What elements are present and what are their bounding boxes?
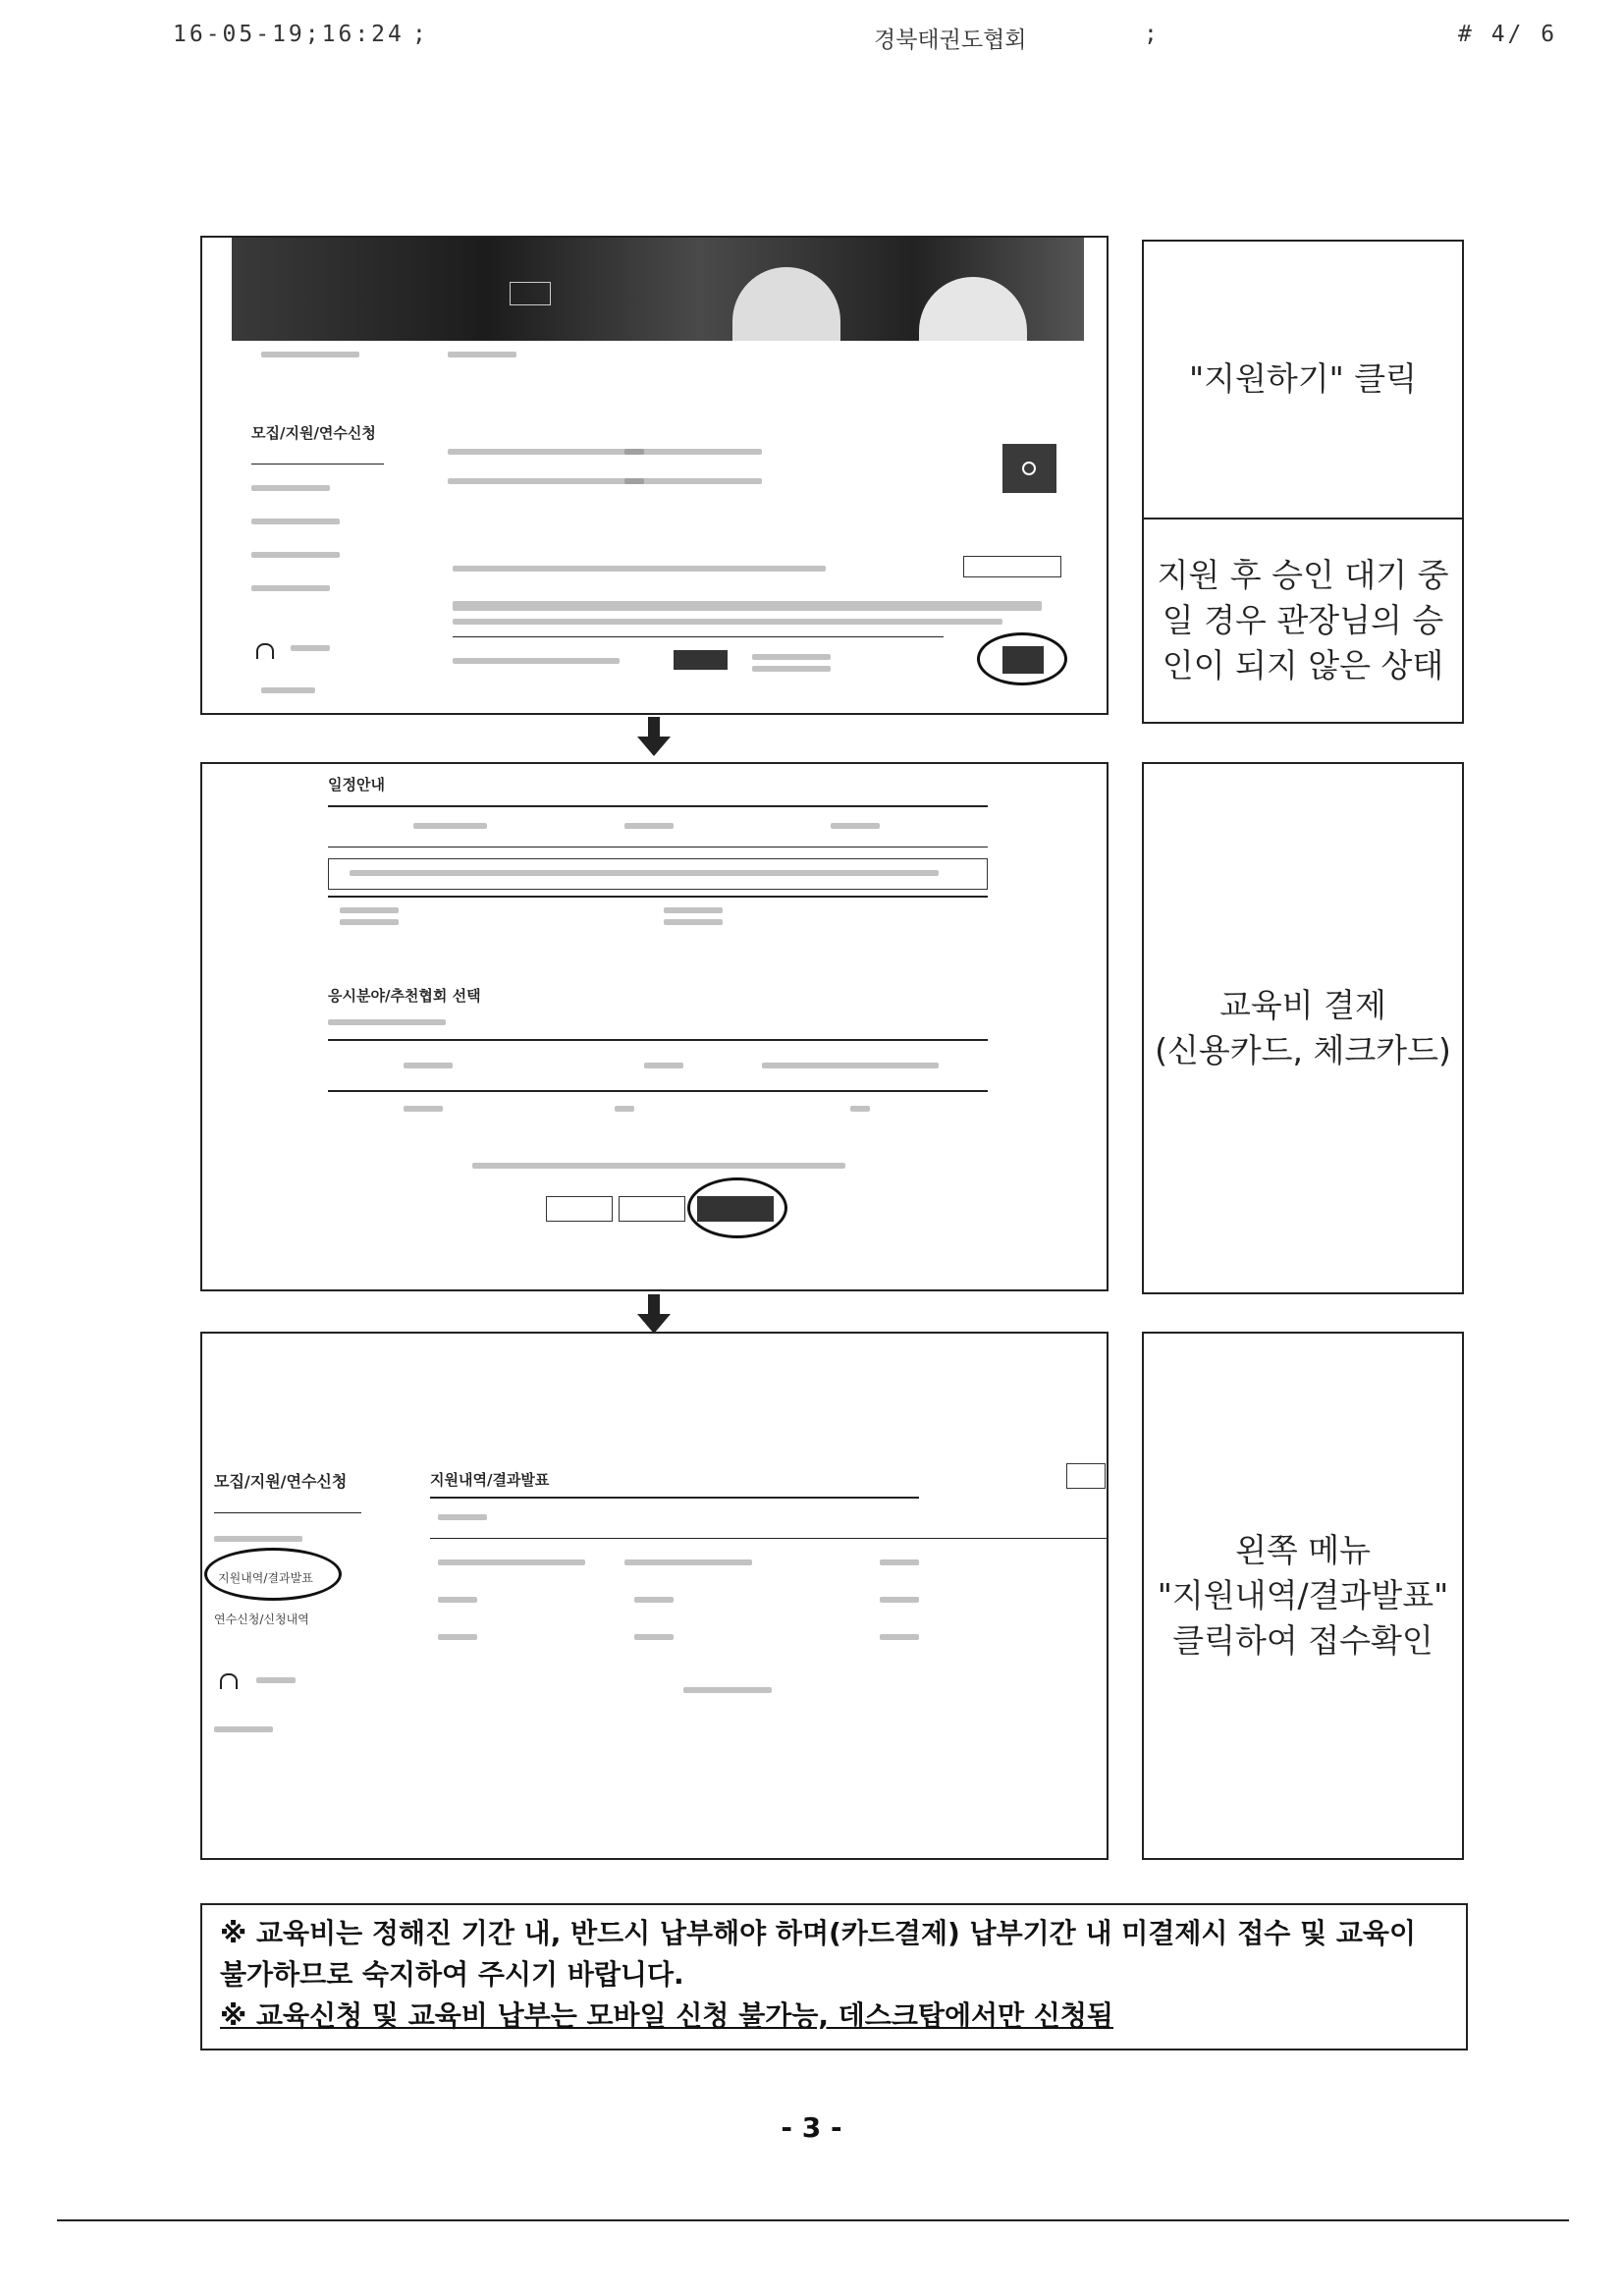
step3-note-line3: 클릭하여 접수확인 xyxy=(1172,1621,1434,1661)
step3-note xyxy=(1142,1332,1464,1860)
sidebar-item-training[interactable]: 연수신청/신청내역 xyxy=(214,1613,309,1626)
history-button[interactable] xyxy=(963,556,1061,577)
notice-line1: ※ 교육비는 정해진 기간 내, 반드시 납부해야 하며(카드결제) 납부기간 내 미결제시 접수 및 교육이 불가하므로 숙지하여 주시기 바랍니다. xyxy=(220,1917,1417,1991)
fax-datetime: 16-05-19;16:24 xyxy=(173,22,405,47)
highlight-circle xyxy=(977,632,1067,685)
step1-note2-text: 지원 후 승인 대기 중일 경우 관장님의 승인이 되지 않은 상태 xyxy=(1157,555,1449,685)
back-button[interactable] xyxy=(546,1196,613,1222)
page-number: - 3 - xyxy=(781,2111,842,2144)
category-title: 응시분야/추천협회 선택 xyxy=(328,987,481,1005)
step2-note-line2: (신용카드, 체크카드) xyxy=(1155,1031,1451,1069)
step2-note-line1: 교육비 결제 xyxy=(1219,985,1386,1024)
down-arrow-icon xyxy=(637,1294,671,1334)
headset-icon xyxy=(256,643,274,659)
headset-icon xyxy=(220,1673,238,1689)
detail-badge[interactable] xyxy=(674,650,728,670)
side-tab-button[interactable] xyxy=(1066,1463,1106,1489)
fax-sender: 경북태권도협회 xyxy=(874,27,1027,53)
sidebar-title: 모집/지원/연수신청 xyxy=(214,1472,348,1491)
notice-line2: ※ 교육신청 및 교육비 납부는 모바일 신청 불가능, 데스크탑에서만 신청됨 xyxy=(220,1999,1113,2032)
main-title: 지원내역/결과발표 xyxy=(430,1471,550,1489)
search-icon xyxy=(1022,462,1036,475)
step2-note xyxy=(1142,762,1464,1294)
footer-rule xyxy=(57,2219,1569,2221)
down-arrow-icon xyxy=(637,717,671,756)
sidebar-item-results[interactable]: 지원내역/결과발표 xyxy=(218,1571,313,1585)
step1-note xyxy=(1142,240,1464,519)
screenshot-step2 xyxy=(200,762,1109,1291)
fax-separator: ; xyxy=(412,22,429,47)
sidebar-title: 모집/지원/연수신청 xyxy=(251,424,376,442)
highlight-circle xyxy=(204,1548,342,1601)
step1-note2 xyxy=(1142,518,1464,724)
search-button[interactable] xyxy=(1002,444,1056,493)
notice-box xyxy=(200,1903,1468,2050)
step1-note-text: "지원하기" 클릭 xyxy=(1188,359,1418,399)
step3-note-line2: "지원내역/결과발표" xyxy=(1157,1575,1449,1614)
schedule-title: 일정안내 xyxy=(328,776,385,793)
screenshot-step1 xyxy=(200,236,1109,715)
fax-page-number: # 4/ 6 xyxy=(1458,22,1558,47)
previous-button[interactable] xyxy=(619,1196,685,1222)
fax-separator: ; xyxy=(1144,22,1161,47)
screenshot-step3 xyxy=(200,1332,1109,1860)
step3-note-line1: 왼쪽 메뉴 xyxy=(1234,1530,1371,1569)
highlight-circle xyxy=(687,1177,787,1238)
